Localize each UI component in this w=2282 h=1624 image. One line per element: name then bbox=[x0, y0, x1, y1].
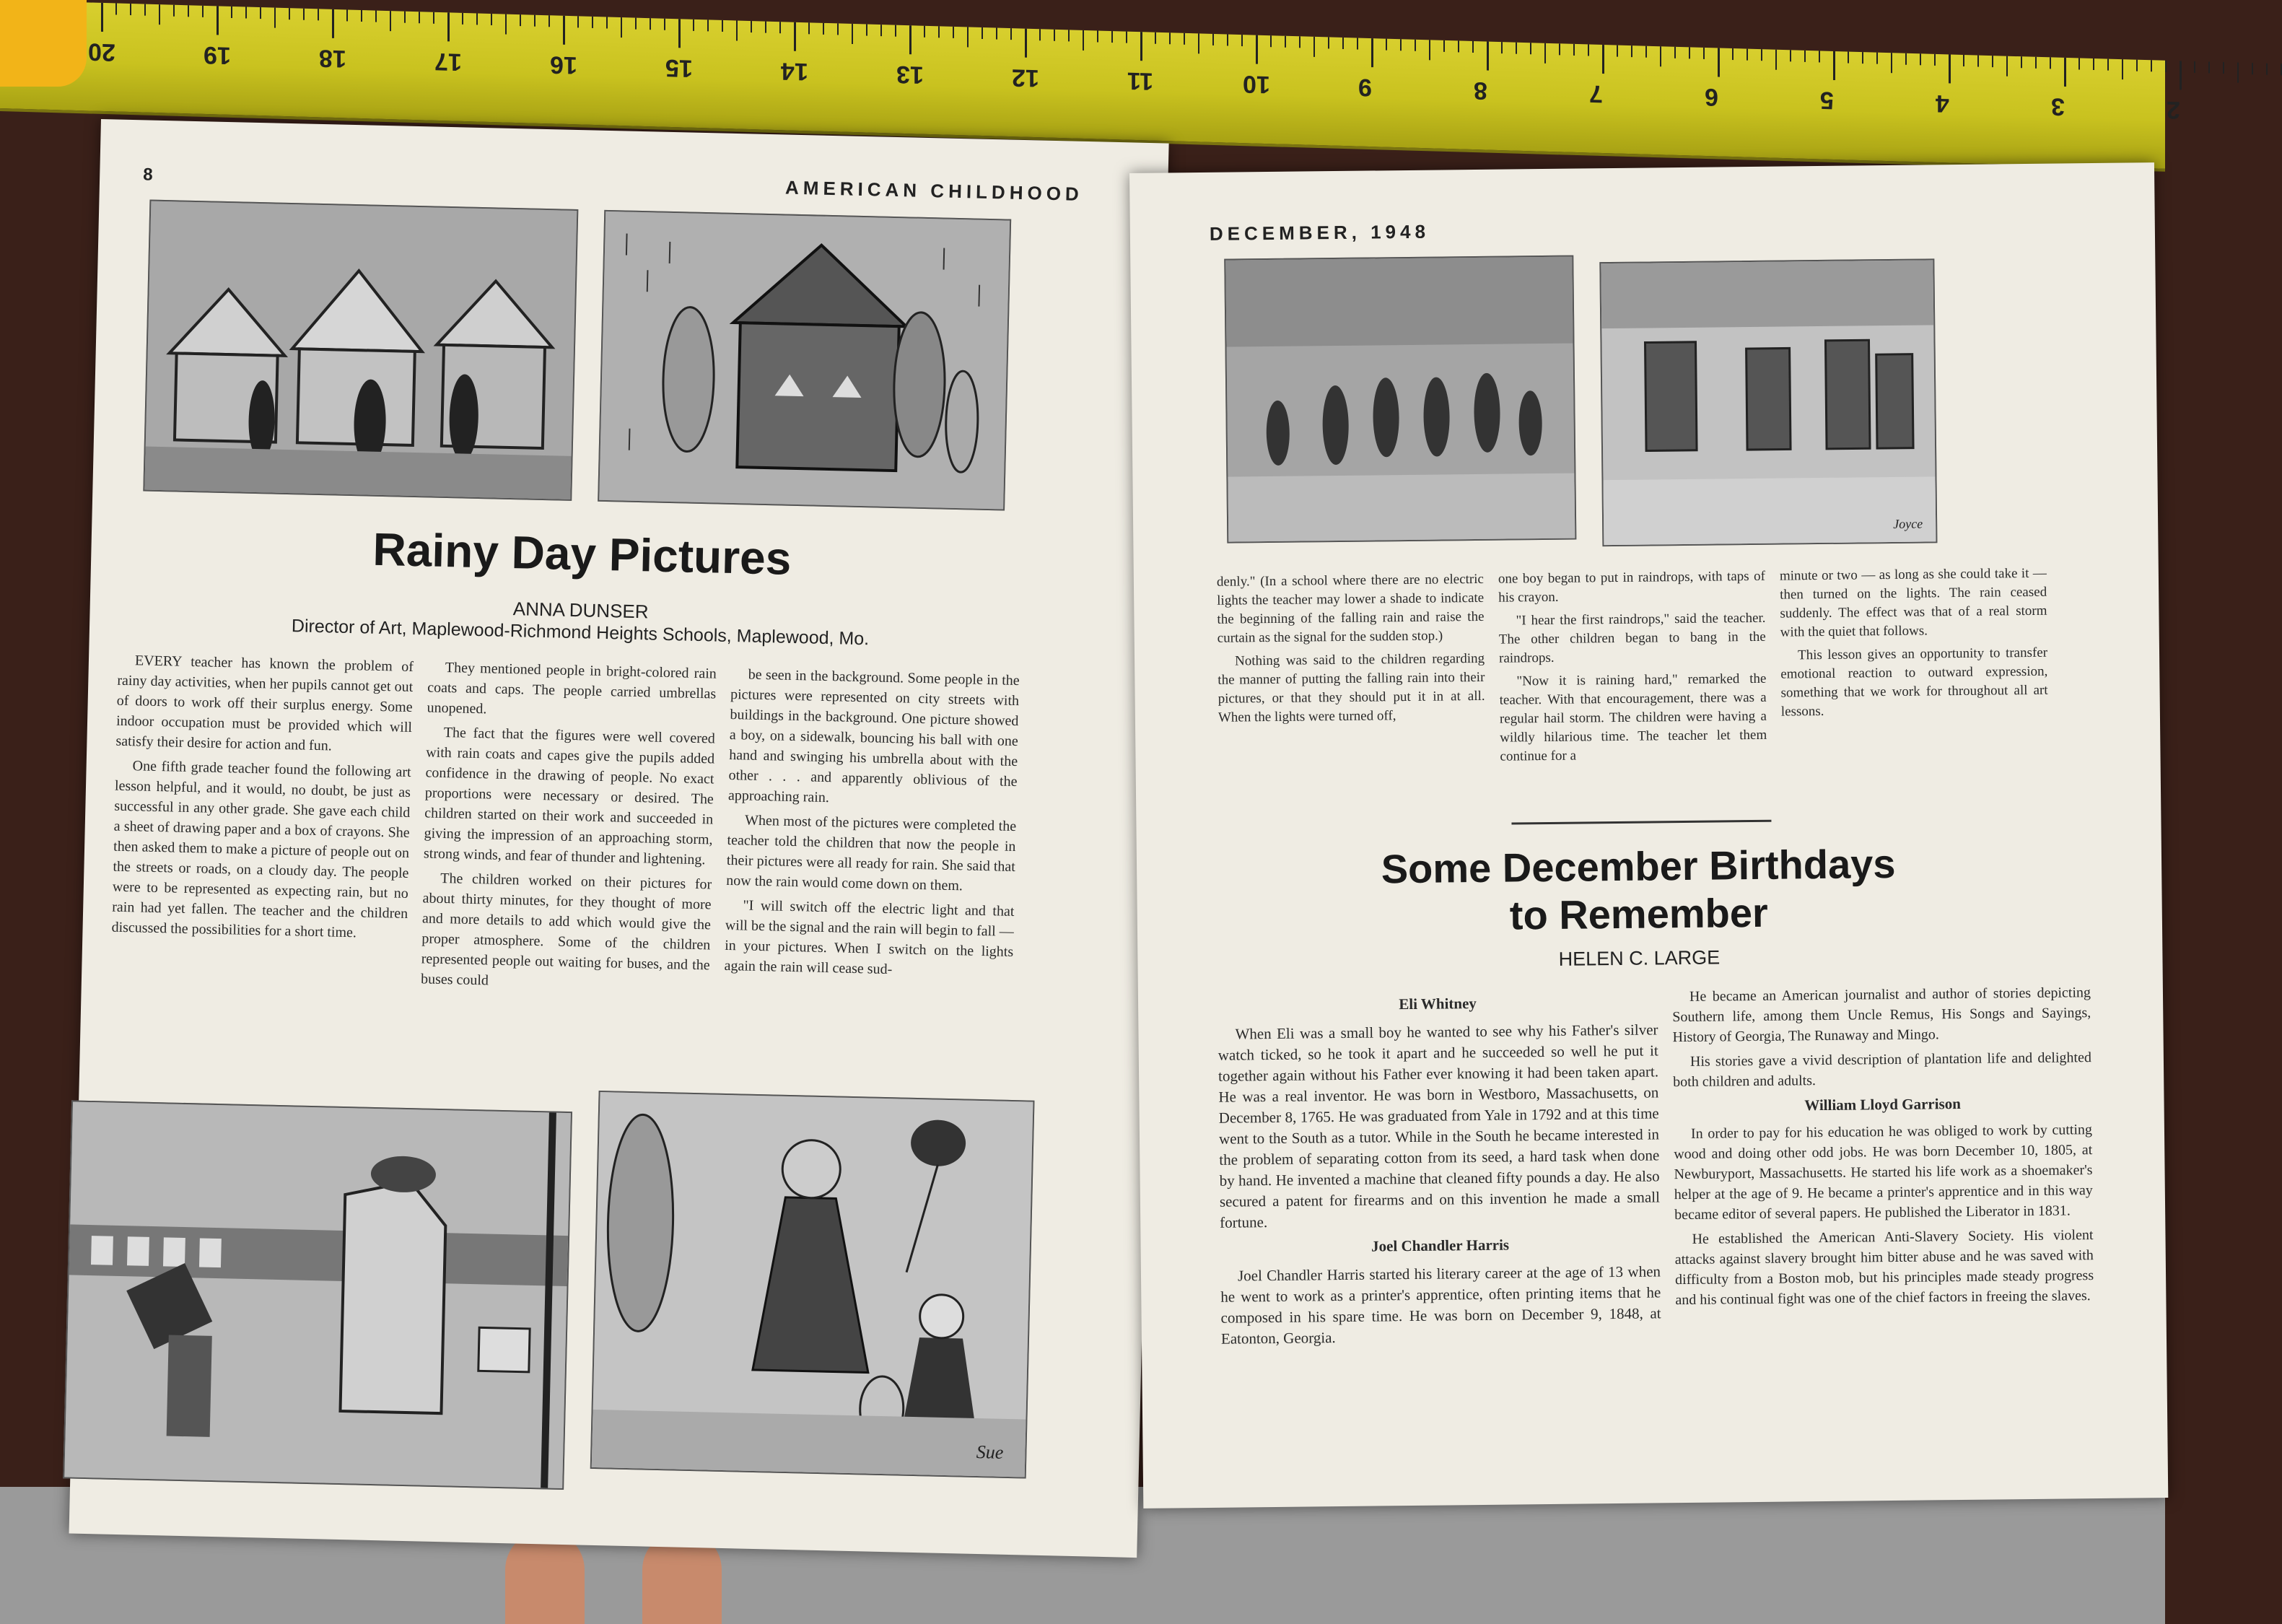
birthday-column-left bbox=[1217, 987, 1661, 1353]
paragraph: They mentioned people in bright-colored rain coats and caps. The people carried umbrellas unopened. bbox=[427, 660, 717, 717]
tape-minor-tick bbox=[736, 20, 738, 40]
tape-number: 15 bbox=[665, 53, 693, 82]
tape-minor-tick bbox=[621, 17, 622, 38]
tape-tick bbox=[1718, 48, 1720, 77]
magazine-page-right bbox=[1129, 162, 2168, 1509]
tape-minor-tick bbox=[1573, 44, 1575, 56]
tape-minor-tick bbox=[1689, 47, 1690, 58]
tape-minor-tick bbox=[1905, 53, 1907, 65]
paragraph: Joel Chandler Harris started his literary career at the age of 13 when he went to work as a printer's apprentice, often printing items that he composed in his spare time. He was born on December 9, 1848, at Eatonton, Georgia. bbox=[1220, 1262, 1661, 1348]
tape-minor-tick bbox=[318, 9, 319, 20]
tape-minor-tick bbox=[202, 6, 204, 17]
tape-minor-tick bbox=[1299, 36, 1300, 48]
tape-minor-tick bbox=[1992, 56, 1993, 67]
tape-tick bbox=[563, 16, 565, 45]
tape-minor-tick bbox=[1068, 30, 1070, 41]
child-drawing-children-running bbox=[1224, 256, 1576, 543]
drawing-signature: Joyce bbox=[1893, 516, 1923, 531]
tape-minor-tick bbox=[1386, 39, 1387, 51]
tape-tick bbox=[2064, 58, 2066, 87]
article-author-role: Director of Art, Maplewood-Richmond Heights Schools, Maplewood, Mo. bbox=[291, 616, 870, 650]
tape-tick bbox=[101, 3, 103, 32]
tape-minor-tick bbox=[880, 25, 882, 36]
paragraph: one boy began to put in raindrops, with taps of his crayon. bbox=[1498, 568, 1766, 606]
tape-tick bbox=[1602, 45, 1604, 74]
tape-minor-tick bbox=[173, 5, 175, 17]
paragraph: His stories gave a vivid description of plantation life and delighted both children and adults. bbox=[1673, 1049, 2092, 1091]
tape-minor-tick bbox=[938, 26, 940, 38]
tape-minor-tick bbox=[476, 13, 478, 25]
tape-tick bbox=[332, 9, 334, 38]
tape-minor-tick bbox=[534, 15, 535, 27]
tape-minor-tick bbox=[1501, 42, 1503, 53]
continued-column-3 bbox=[1780, 564, 2048, 726]
magazine-date-header: DECEMBER, 1948 bbox=[1209, 220, 1430, 245]
tape-tick bbox=[217, 6, 219, 35]
tape-tick bbox=[794, 22, 796, 51]
tape-number: 3 bbox=[2051, 92, 2065, 121]
paragraph: Nothing was said to the children regarding the manner of putting the falling rain into their pictures, or that they should put it in at all. When the lights were turned off, bbox=[1217, 650, 1485, 725]
tape-minor-tick bbox=[2252, 63, 2253, 74]
child-drawing-umbrella-children bbox=[590, 1091, 1035, 1479]
tape-minor-tick bbox=[1862, 52, 1863, 64]
tape-minor-tick bbox=[390, 11, 391, 31]
tape-minor-tick bbox=[1111, 31, 1113, 43]
tape-number: 10 bbox=[1243, 70, 1270, 99]
tape-minor-tick bbox=[1645, 46, 1647, 58]
tape-minor-tick bbox=[982, 27, 983, 39]
tape-minor-tick bbox=[852, 24, 853, 44]
article-column-3 bbox=[724, 664, 1020, 987]
tape-minor-tick bbox=[924, 26, 925, 38]
tape-minor-tick bbox=[289, 8, 290, 19]
tape-minor-tick bbox=[2136, 60, 2138, 71]
birthday-column-right bbox=[1672, 982, 2094, 1314]
tape-minor-tick bbox=[866, 25, 867, 36]
paragraph: One fifth grade teacher found the following art lesson helpful, and it would, no doubt, be just as successful in any other grade. She gave each child a sheet of drawing paper and a box of crayons. She then asked them to make a picture of people out on the streets or roads, on a cloudy day. The people were to be represented as expecting rain, but no rain had yet fallen. The teacher and the children discussed the possibilities for a short time. bbox=[111, 758, 411, 941]
article-author: HELEN C. LARGE bbox=[1558, 946, 1721, 970]
tape-tick bbox=[1487, 42, 1489, 71]
tape-minor-tick bbox=[274, 8, 276, 28]
tape-minor-tick bbox=[1674, 47, 1676, 58]
paragraph: The children worked on their pictures for about thirty minutes, for they thought of more and more details to add which would give the proper atmosphere. Some of the children represented people out waiting for buses, and the buses could bbox=[420, 870, 712, 989]
paragraph: be seen in the background. Some people in the pictures were represented on city streets with buildings in the background. One picture showed a boy, on a sidewalk, bouncing his ball with one hand and swinging his umbrella about with the other . . . and apparently oblivious of the approaching rain. bbox=[727, 666, 1020, 806]
tape-minor-tick bbox=[1415, 40, 1416, 51]
tape-minor-tick bbox=[1241, 35, 1243, 46]
tape-minor-tick bbox=[1472, 41, 1474, 53]
paragraph: In order to pay for his education he was obliged to work by cutting wood and doing other odd jobs. He was born December 10, 1805, at Newburyport, Massachusetts. He started his life work as a shoemaker's helper at the age of 9. He became a printer's apprentice and in this way became editor of several papers. He published the Liberator in 1831. bbox=[1674, 1122, 2093, 1223]
section-heading: William Lloyd Garrison bbox=[1804, 1095, 1961, 1114]
tape-minor-tick bbox=[577, 16, 579, 27]
tape-number: 9 bbox=[1358, 73, 1372, 102]
tape-minor-tick bbox=[1617, 45, 1618, 57]
tape-minor-tick bbox=[2237, 63, 2239, 83]
child-drawing-rain-house bbox=[598, 210, 1011, 511]
tape-minor-tick bbox=[1848, 52, 1849, 64]
paragraph: He established the American Anti-Slavery Society. His violent attacks against slavery brought him bitter abuse and he was saved with difficulty from a Boston mob, but his principles made steady progress and his continual fight was one of the chief factors in freeing the slaves. bbox=[1674, 1227, 2094, 1309]
tape-minor-tick bbox=[664, 19, 665, 30]
tape-measure-case bbox=[0, 0, 87, 87]
tape-minor-tick bbox=[245, 6, 247, 18]
tape-minor-tick bbox=[1227, 34, 1228, 45]
tape-minor-tick bbox=[837, 23, 839, 35]
section-heading: Eli Whitney bbox=[1399, 995, 1477, 1013]
paragraph: This lesson gives an opportunity to transfer emotional reaction to outward expression, something that we work for throughout all art lessons. bbox=[1780, 645, 2048, 720]
tape-minor-tick bbox=[996, 28, 997, 40]
tape-minor-tick bbox=[260, 7, 261, 19]
tape-minor-tick bbox=[1285, 36, 1286, 48]
tape-minor-tick bbox=[2266, 64, 2268, 75]
tape-minor-tick bbox=[346, 9, 348, 21]
tape-minor-tick bbox=[2006, 56, 2008, 77]
tape-number: 18 bbox=[319, 44, 346, 73]
tape-minor-tick bbox=[707, 19, 709, 31]
tape-minor-tick bbox=[548, 15, 550, 27]
article-title-line-1: Some December Birthdays bbox=[1381, 840, 1896, 892]
paragraph: The fact that the figures were well covered with rain coats and capes give the pupils added confidence in the drawing of people. No exact proportions were necessary or desired. The children started on their work and succeeded in giving the impression of an approaching storm, strong winds, and fear of thunder and lightening. bbox=[423, 724, 715, 868]
tape-minor-tick bbox=[1963, 55, 1964, 66]
tape-minor-tick bbox=[130, 4, 131, 15]
paragraph: When Eli was a small boy he wanted to see why his Father's silver watch ticked, so he took it apart and he succeeded so well he put it together again without his Father ever knowing it had been taken apart. He was a real inventor. He was born in Westboro, Massachusetts, on December 8, 1765. He was graduated from Yale in 1792 and at this time went to the South as a tutor. While in the South he became interested in the problem of separating cotton from its seed, a hard task when done by hand. He invented a machine that cleaned fifty pounds a day. He also secured a patent for firearms and on this invention he made a small fortune. bbox=[1217, 1021, 1661, 1231]
tape-number: 5 bbox=[1820, 86, 1834, 114]
section-divider bbox=[1511, 820, 1771, 825]
tape-minor-tick bbox=[462, 13, 463, 25]
tape-minor-tick bbox=[505, 14, 507, 35]
tape-minor-tick bbox=[1631, 45, 1632, 57]
tape-minor-tick bbox=[1198, 33, 1199, 53]
tape-minor-tick bbox=[115, 3, 117, 14]
tape-minor-tick bbox=[1559, 43, 1560, 55]
tape-minor-tick bbox=[1357, 38, 1358, 50]
tape-minor-tick bbox=[635, 18, 637, 30]
tape-minor-tick bbox=[2223, 62, 2224, 74]
tape-number: 16 bbox=[550, 51, 577, 79]
tape-number: 12 bbox=[1012, 64, 1039, 92]
tape-minor-tick bbox=[2050, 57, 2051, 69]
article-author: ANNA DUNSER bbox=[512, 598, 649, 623]
tape-minor-tick bbox=[779, 22, 781, 33]
tape-minor-tick bbox=[419, 12, 420, 23]
tape-minor-tick bbox=[144, 4, 146, 16]
tape-minor-tick bbox=[1761, 49, 1762, 61]
tape-minor-tick bbox=[1169, 32, 1171, 44]
tape-minor-tick bbox=[895, 25, 896, 37]
tape-minor-tick bbox=[404, 12, 406, 23]
tape-minor-tick bbox=[1429, 40, 1430, 60]
tape-minor-tick bbox=[520, 14, 521, 26]
tape-tick bbox=[1833, 51, 1835, 80]
tape-minor-tick bbox=[1270, 35, 1272, 47]
tape-minor-tick bbox=[1313, 37, 1315, 57]
tape-minor-tick bbox=[953, 27, 954, 38]
drawing-signature: Sue bbox=[976, 1441, 1004, 1463]
tape-minor-tick bbox=[231, 6, 232, 18]
tape-minor-tick bbox=[650, 18, 651, 30]
tape-minor-tick bbox=[1342, 38, 1344, 49]
tape-minor-tick bbox=[1039, 29, 1041, 40]
section-heading: Joel Chandler Harris bbox=[1370, 1236, 1510, 1255]
tape-minor-tick bbox=[303, 9, 305, 20]
tape-minor-tick bbox=[188, 5, 189, 17]
tape-minor-tick bbox=[1443, 40, 1445, 52]
tape-minor-tick bbox=[1212, 34, 1214, 45]
tape-number: 19 bbox=[204, 40, 231, 69]
tape-number: 20 bbox=[88, 38, 115, 66]
tape-minor-tick bbox=[693, 19, 694, 31]
paragraph: "I will switch off the electric light and that will be the signal and the rain will begin to fall — in your pictures. When I switch on the lights again the rain will cease sud- bbox=[724, 897, 1015, 978]
tape-minor-tick bbox=[1703, 48, 1705, 59]
paragraph: minute or two — as long as she could take it — then turned on the lights. The rain ceased suddenly. The effect was that of a real storm with the quiet that follows. bbox=[1779, 565, 2047, 640]
tape-minor-tick bbox=[1934, 54, 1936, 66]
tape-number: 7 bbox=[1589, 79, 1603, 108]
paragraph: He became an American journalist and author of stories depicting Southern life, among them Uncle Remus, His Songs and Sayings, History of Georgia, The Runaway and Mingo. bbox=[1672, 985, 2091, 1046]
paragraph: denly." (In a school where there are no electric lights the teacher may lower a shade to indicate the beginning of the falling rain and raise the curtain as the signal for the sudden stop.) bbox=[1216, 571, 1485, 646]
tape-minor-tick bbox=[159, 4, 160, 25]
tape-minor-tick bbox=[1155, 32, 1156, 44]
tape-number: 11 bbox=[1127, 66, 1153, 95]
tape-minor-tick bbox=[361, 10, 362, 22]
tape-minor-tick bbox=[1819, 51, 1820, 62]
tape-tick bbox=[447, 12, 450, 41]
tape-tick bbox=[1140, 32, 1142, 61]
tape-minor-tick bbox=[2165, 61, 2167, 72]
tape-minor-tick bbox=[1920, 53, 1921, 65]
tape-minor-tick bbox=[1516, 43, 1517, 54]
tape-minor-tick bbox=[1010, 28, 1012, 40]
tape-number: 8 bbox=[1474, 77, 1487, 105]
tape-minor-tick bbox=[1097, 30, 1098, 42]
tape-minor-tick bbox=[1083, 30, 1084, 51]
tape-minor-tick bbox=[1400, 39, 1402, 51]
tape-number: 13 bbox=[896, 60, 924, 89]
tape-minor-tick bbox=[375, 11, 377, 22]
article-title-line-2: to Remember bbox=[1509, 889, 1769, 938]
tape-minor-tick bbox=[1876, 53, 1878, 64]
tape-minor-tick bbox=[1126, 32, 1127, 43]
continued-column-1 bbox=[1217, 570, 1485, 732]
tape-minor-tick bbox=[606, 17, 608, 28]
tape-minor-tick bbox=[1804, 51, 1806, 62]
magazine-page-left bbox=[69, 119, 1169, 1558]
tape-minor-tick bbox=[1660, 46, 1661, 66]
paragraph: When most of the pictures were completed the teacher told the children that now the people in their pictures were all ready for rain. She said that now the rain would come down on them. bbox=[726, 812, 1017, 894]
tape-minor-tick bbox=[2093, 58, 2094, 70]
tape-number: 14 bbox=[781, 57, 808, 86]
tape-minor-tick bbox=[2208, 61, 2210, 73]
tape-minor-tick bbox=[2122, 59, 2123, 79]
continued-column-2 bbox=[1498, 567, 1767, 771]
tape-tick bbox=[909, 25, 912, 54]
tape-minor-tick bbox=[722, 20, 723, 32]
tape-minor-tick bbox=[751, 21, 752, 32]
tape-minor-tick bbox=[1458, 40, 1459, 52]
tape-minor-tick bbox=[967, 27, 969, 47]
paragraph: EVERY teacher has known the problem of rainy day activities, when her pupils cannot get out of doors to work off their surplus energy. Some indoor occupation must be provided which will satisfy their desire for action and fun. bbox=[115, 652, 414, 754]
tape-minor-tick bbox=[823, 23, 824, 35]
tape-minor-tick bbox=[1530, 43, 1531, 54]
tape-tick bbox=[1949, 54, 1951, 83]
tape-minor-tick bbox=[1790, 50, 1791, 61]
child-drawing-houses bbox=[143, 200, 578, 501]
tape-minor-tick bbox=[1544, 43, 1546, 64]
tape-minor-tick bbox=[491, 14, 492, 25]
article-column-2 bbox=[421, 657, 717, 1000]
paragraph: "Now it is raining hard," remarked the teacher. With that encouragement, there was a regular hail storm. The children were having a wildly hilarious time. The teacher let them continue for a bbox=[1499, 671, 1767, 764]
tape-minor-tick bbox=[2194, 61, 2195, 73]
tape-minor-tick bbox=[2151, 60, 2152, 71]
magazine-header: AMERICAN CHILDHOOD bbox=[784, 176, 1084, 205]
tape-minor-tick bbox=[765, 22, 766, 33]
tape-tick bbox=[678, 19, 681, 48]
tape-number: 6 bbox=[1705, 82, 1718, 111]
tape-minor-tick bbox=[1588, 44, 1589, 56]
page-number: 8 bbox=[142, 165, 153, 185]
tape-minor-tick bbox=[2035, 57, 2037, 69]
tape-minor-tick bbox=[2078, 58, 2080, 69]
tape-tick bbox=[1025, 29, 1027, 58]
tape-minor-tick bbox=[1977, 56, 1979, 67]
tape-minor-tick bbox=[433, 12, 434, 24]
tape-number: 2 bbox=[2167, 95, 2180, 124]
tape-tick bbox=[1371, 38, 1373, 67]
article-column-1 bbox=[111, 650, 414, 948]
article-title bbox=[1223, 839, 2054, 943]
article-title: Rainy Day Pictures bbox=[372, 523, 792, 585]
tape-minor-tick bbox=[2107, 59, 2109, 71]
paragraph: "I hear the first raindrops," said the teacher. The other children began to bang in the raindrops. bbox=[1498, 610, 1766, 666]
tape-minor-tick bbox=[1891, 53, 1892, 73]
tape-minor-tick bbox=[1328, 37, 1329, 48]
tape-tick bbox=[1256, 35, 1258, 64]
child-drawing-bus-stop bbox=[63, 1100, 572, 1490]
tape-minor-tick bbox=[1775, 50, 1777, 70]
tape-number: 17 bbox=[434, 47, 462, 76]
tape-minor-tick bbox=[2021, 56, 2022, 68]
child-drawing-people-waiting bbox=[1599, 258, 1937, 546]
tape-minor-tick bbox=[1732, 48, 1734, 60]
tape-minor-tick bbox=[1054, 30, 1055, 41]
tape-minor-tick bbox=[1184, 33, 1185, 45]
tape-minor-tick bbox=[808, 22, 810, 34]
tape-tick bbox=[2180, 61, 2182, 90]
tape-number: 4 bbox=[1936, 89, 1949, 118]
tape-minor-tick bbox=[1747, 49, 1748, 61]
tape-minor-tick bbox=[592, 17, 593, 28]
